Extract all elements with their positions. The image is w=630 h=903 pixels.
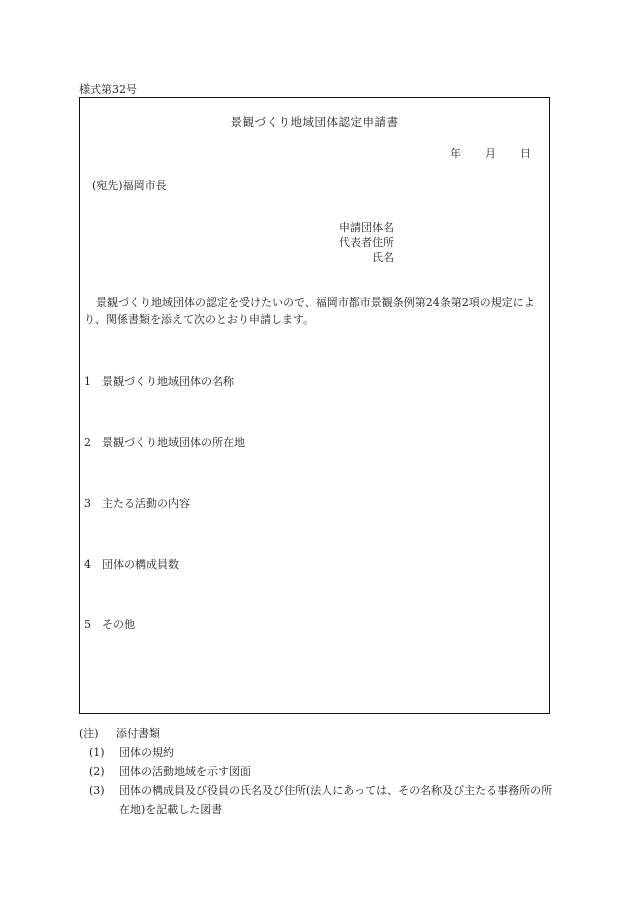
note-number: (1) [89,746,105,759]
notes-section [79,724,559,819]
item-main-activities [84,495,190,511]
note-text: 団体の活動地域を示す図面 [119,765,251,778]
note-item [79,762,559,781]
application-form-frame [79,97,550,714]
item-member-count [84,556,179,572]
form-number: 様式第32号 [79,83,137,96]
item-organization-name [84,373,234,389]
item-number: 2 [84,436,91,449]
item-label: 景観づくり地域団体の名称 [102,375,234,388]
item-label: 団体の構成員数 [102,558,179,571]
note-item [79,743,559,762]
item-number: 4 [84,558,91,571]
notes-label: (注) [79,727,99,740]
note-item [79,781,559,819]
note-number: (3) [89,784,105,797]
item-label: 主たる活動の内容 [102,497,190,510]
note-number: (2) [89,765,105,778]
addressee: (宛先)福岡市長 [92,179,167,192]
note-text: 団体の規約 [119,746,174,759]
item-label: 景観づくり地域団体の所在地 [102,436,245,449]
note-text: 団体の構成員及び役員の氏名及び住所(法人にあっては、その名称及び主たる事務所の所在地)を記載した図書 [119,784,553,816]
applicant-rep-address-label: 代表者住所 [339,236,394,249]
item-label: その他 [102,618,135,631]
item-other [84,616,135,632]
date-month-label: 月 [485,147,496,160]
applicant-block [337,220,394,265]
item-number: 5 [84,618,91,631]
date-year-label: 年 [450,147,461,160]
date-day-label: 日 [520,147,531,160]
notes-heading: 添付書類 [116,727,160,740]
form-title: 景観づくり地域団体認定申請書 [230,115,399,129]
item-number: 3 [84,497,91,510]
date-line [450,145,531,161]
application-statement: 景観づくり地域団体の認定を受けたいので、福岡市都市景観条例第24条第2項の規定により、関係書類を添えて次のとおり申請します。 [84,296,535,326]
item-number: 1 [84,375,91,388]
notes-heading-line [79,724,559,743]
item-organization-location [84,434,245,450]
applicant-org-name-label: 申請団体名 [339,221,394,234]
applicant-name-label: 氏名 [372,251,394,264]
